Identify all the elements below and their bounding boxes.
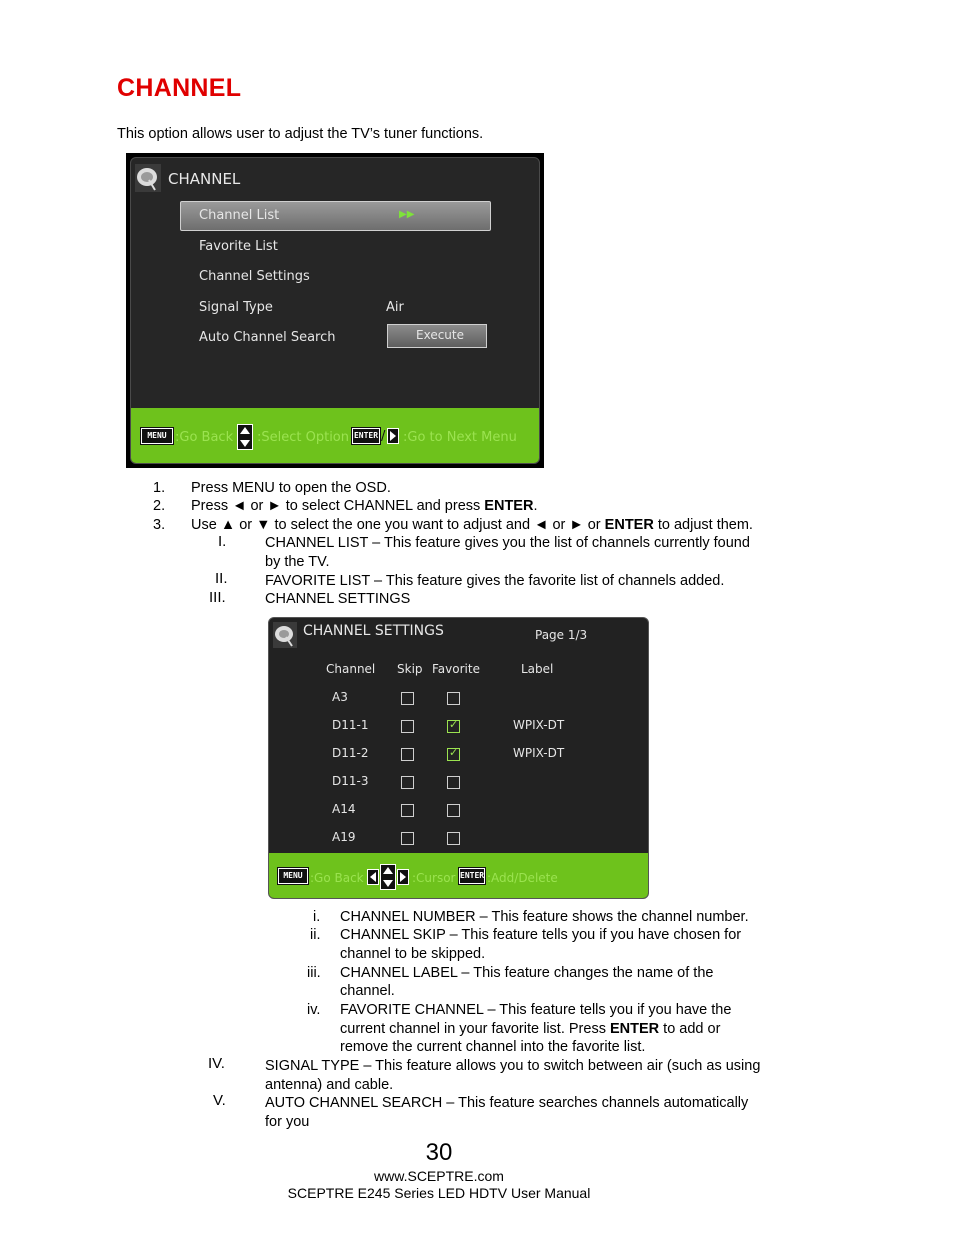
channel-settings-screenshot: [268, 617, 649, 899]
col-label: Label: [521, 662, 554, 676]
step-number: 1.: [153, 480, 166, 496]
channel-number: D11-3: [332, 774, 369, 788]
hint-go-back: :Go Back: [310, 871, 364, 885]
subitem-favorite-list-text: FAVORITE LIST – This feature gives the favorite list of channels added.: [265, 573, 725, 589]
auto-channel-search-text-cont: for you: [265, 1114, 310, 1130]
enter-key-icon: ENTER: [352, 428, 380, 444]
subitem-number-iv: IV.: [208, 1055, 225, 1072]
favorite-checkbox[interactable]: [447, 832, 460, 845]
step-text: Press ◄ or ► to select CHANNEL and press: [191, 498, 485, 514]
subitem-number-iii: III.: [209, 589, 226, 606]
signal-type-text: SIGNAL TYPE – This feature allows you to switch between air (such as using: [265, 1058, 761, 1074]
hint-select-option: :Select Option: [257, 430, 350, 445]
skip-checkbox[interactable]: [401, 748, 414, 761]
channel-menu-screenshot: [126, 153, 544, 468]
intro-text: This option allows user to adjust the TV’s tuner functions.: [117, 126, 484, 142]
hint-slash: /: [381, 429, 386, 444]
roman-number-i: i.: [313, 909, 321, 925]
channel-row[interactable]: [269, 774, 648, 794]
hint-bar: [131, 408, 539, 463]
subitem-channel-list-text-cont: by the TV.: [265, 554, 330, 570]
satellite-dish-icon: [273, 622, 297, 648]
footer-url: www.SCEPTRE.com: [374, 1168, 504, 1184]
col-favorite: Favorite: [432, 662, 480, 676]
satellite-dish-icon: [135, 164, 161, 192]
signal-type-text-cont: antenna) and cable.: [265, 1077, 394, 1093]
menu-item-label: Channel List: [199, 208, 280, 223]
roman-number-ii: ii.: [310, 927, 321, 943]
menu-key-icon: MENU: [141, 428, 173, 444]
roman-number-iv: iv.: [307, 1002, 321, 1018]
favorite-checkbox[interactable]: [447, 748, 460, 761]
step-text-end: .: [533, 498, 538, 514]
page-heading: CHANNEL: [117, 74, 242, 102]
favorite-checkbox[interactable]: [447, 692, 460, 705]
col-channel: Channel: [326, 662, 376, 676]
step-number: 3.: [153, 517, 166, 533]
channel-label: WPIX-DT: [513, 718, 565, 732]
skip-checkbox[interactable]: [401, 832, 414, 845]
subitem-number-ii: II.: [215, 570, 228, 587]
enter-key-icon: ENTER: [459, 868, 485, 884]
menu-item-auto-channel-search[interactable]: Auto Channel Search: [199, 330, 336, 345]
channel-row[interactable]: [269, 690, 648, 710]
hint-add-delete: :Add/Delete: [487, 871, 558, 885]
favorite-checkbox[interactable]: [447, 804, 460, 817]
step-number: 2.: [153, 498, 166, 514]
subitem-number-v: V.: [213, 1092, 226, 1109]
subitem-channel-list-text: CHANNEL LIST – This feature gives you the list of channels currently found: [265, 535, 750, 551]
text-part-end: to add or: [659, 1021, 721, 1037]
up-down-key-icon: [237, 424, 253, 450]
step-text-end: to adjust them.: [653, 517, 753, 533]
channel-number: A19: [332, 830, 356, 844]
text-part: current channel in your favorite list. Press: [340, 1021, 610, 1037]
page-indicator: Page 1/3: [535, 628, 588, 642]
hint-next-menu: :Go to Next Menu: [403, 430, 517, 445]
right-key-icon: [387, 428, 399, 444]
channel-row[interactable]: [269, 718, 648, 738]
step-text: Press MENU to open the OSD.: [191, 480, 391, 496]
favorite-channel-text-cont: [340, 1020, 720, 1039]
auto-channel-search-text: AUTO CHANNEL SEARCH – This feature searches channels automatically: [265, 1095, 749, 1111]
skip-checkbox[interactable]: [401, 804, 414, 817]
subitem-channel-settings-text: CHANNEL SETTINGS: [265, 591, 411, 607]
menu-item-favorite-list[interactable]: Favorite List: [199, 239, 278, 254]
menu-item-channel-list[interactable]: [180, 201, 491, 231]
direction-keys-icon: [367, 864, 409, 890]
channel-label: WPIX-DT: [513, 746, 565, 760]
channel-number-text: CHANNEL NUMBER – This feature shows the channel number.: [340, 909, 749, 925]
menu-item-channel-settings[interactable]: Channel Settings: [199, 269, 310, 284]
col-skip: Skip: [397, 662, 423, 676]
menu-item-signal-type[interactable]: Signal Type: [199, 300, 273, 315]
footer-manual-title: SCEPTRE E245 Series LED HDTV User Manual: [287, 1185, 591, 1201]
favorite-checkbox[interactable]: [447, 720, 460, 733]
roman-number-iii: iii.: [307, 965, 321, 981]
channel-skip-text-cont: channel to be skipped.: [340, 946, 486, 962]
menu-key-icon: MENU: [278, 868, 308, 884]
channel-row[interactable]: [269, 830, 648, 850]
skip-checkbox[interactable]: [401, 720, 414, 733]
hint-go-back: :Go Back: [175, 430, 234, 445]
skip-checkbox[interactable]: [401, 776, 414, 789]
favorite-channel-text: FAVORITE CHANNEL – This feature tells you if you have the: [340, 1002, 732, 1018]
hint-cursor: :Cursor: [412, 871, 456, 885]
favorite-checkbox[interactable]: [447, 776, 460, 789]
page-number: 30: [425, 1139, 453, 1166]
channel-row[interactable]: [269, 746, 648, 766]
channel-number: A3: [332, 690, 348, 704]
menu-title: CHANNEL: [168, 170, 241, 188]
channel-label-text: CHANNEL LABEL – This feature changes the name of the: [340, 965, 714, 981]
text-bold: ENTER: [609, 1021, 660, 1037]
channel-number: D11-1: [332, 718, 369, 732]
execute-button[interactable]: [387, 324, 487, 348]
step-text: Use ▲ or ▼ to select the one you want to adjust and ◄ or ► or: [191, 517, 605, 533]
channel-number: A14: [332, 802, 356, 816]
channel-skip-text: CHANNEL SKIP – This feature tells you if you have chosen for: [340, 927, 742, 943]
favorite-channel-text-cont2: remove the current channel into the favorite list.: [340, 1039, 646, 1055]
execute-label: Execute: [416, 328, 464, 342]
step-bold: ENTER: [484, 498, 534, 514]
channel-row[interactable]: [269, 802, 648, 822]
signal-type-value: Air: [386, 300, 404, 315]
step-bold: ENTER: [604, 517, 654, 533]
double-arrow-icon: ▶▶: [399, 209, 415, 220]
hint-bar: [269, 853, 648, 898]
channel-label-text-cont: channel.: [340, 983, 395, 999]
skip-checkbox[interactable]: [401, 692, 414, 705]
settings-title: CHANNEL SETTINGS: [303, 623, 444, 639]
channel-number: D11-2: [332, 746, 369, 760]
subitem-number-i: I.: [218, 533, 227, 550]
